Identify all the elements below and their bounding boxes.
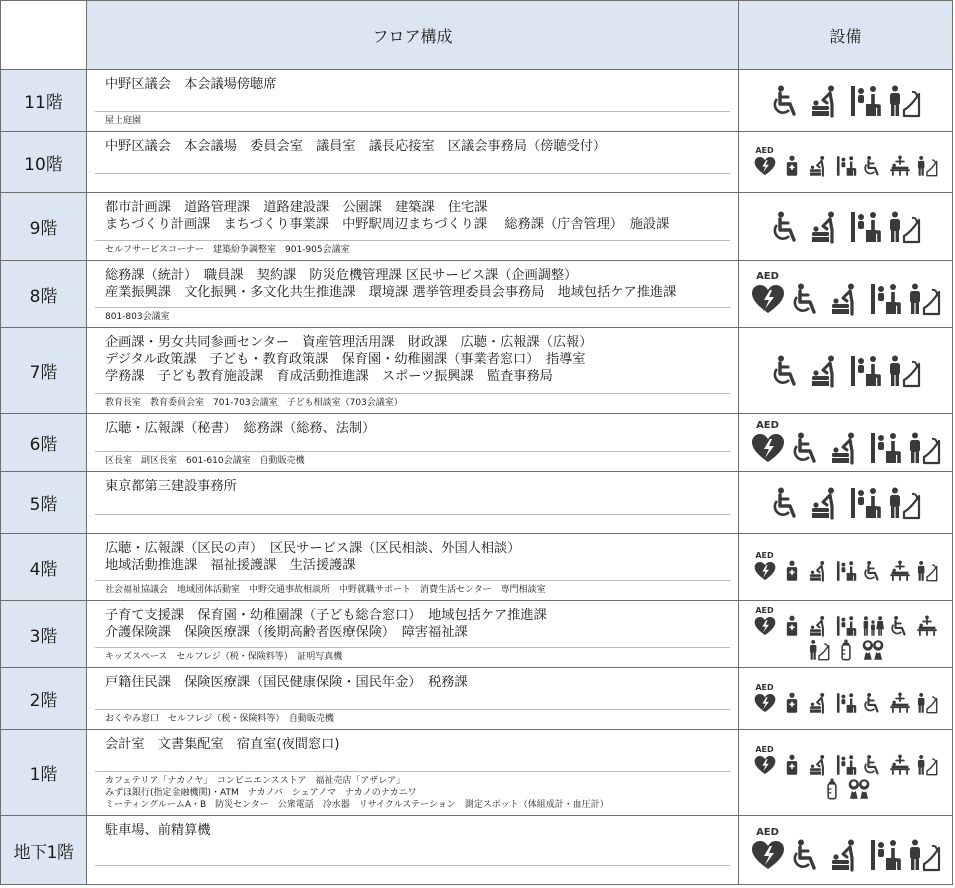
baby-chair-icon: [848, 486, 882, 520]
header-equipment: 設備: [739, 1, 953, 70]
facility-list: [95, 771, 730, 814]
aed-label: AED: [756, 419, 779, 431]
floor-row: [1, 70, 953, 132]
department-list: [87, 730, 738, 771]
facility-line: おくやみ窓口 セルフレジ（税・保険料等） 自動販売機: [105, 714, 334, 724]
floor-row: [1, 730, 953, 816]
wheelchair-icon: [862, 560, 884, 582]
department-list: [87, 668, 738, 709]
department-line: 企画課・男女共同参画センター 資産管理活用課 財政課 広聴・広報課（広報）: [105, 335, 593, 350]
department-list: [87, 70, 738, 111]
floor-label: 5階: [1, 472, 87, 534]
equipment-cell: [739, 601, 953, 668]
department-line: 都市計画課 道路管理課 道路建設課 公園課 建築課 住宅課: [105, 200, 488, 215]
facility-list: [95, 647, 730, 666]
department-list: [87, 816, 738, 865]
equipment-cell: [739, 730, 953, 816]
ostomate-icon: [907, 282, 941, 316]
aed-icon: [751, 421, 785, 465]
floor-content: [87, 70, 739, 132]
floor-content: [87, 816, 739, 885]
ostomate-icon: [887, 486, 921, 520]
floor-label: 11階: [1, 70, 87, 132]
department-line: 東京都第三建設事務所: [105, 479, 237, 494]
department-line: 会計室 文書集配室 宿直室(夜間窓口): [105, 737, 340, 752]
facility-list: [95, 865, 730, 883]
baby-changing-icon: [808, 155, 830, 177]
floor-label: 7階: [1, 328, 87, 414]
baby-bottle-icon: [821, 778, 843, 800]
department-list: [87, 414, 738, 451]
wheelchair-icon: [770, 210, 804, 244]
baby-chair-icon: [868, 838, 902, 872]
equipment-cell: [739, 414, 953, 472]
department-list: [87, 534, 738, 580]
first-aid-icon: [781, 155, 803, 177]
equipment-cell: [739, 534, 953, 601]
baby-chair-icon: [835, 754, 857, 776]
floor-row: [1, 193, 953, 261]
floor-row: [1, 328, 953, 414]
ostomate-icon: [916, 754, 938, 776]
equipment-cell: [739, 193, 953, 261]
baby-bottle-icon: [835, 639, 857, 661]
wheelchair-icon: [862, 155, 884, 177]
department-list: [87, 132, 738, 173]
ostomate-icon: [916, 155, 938, 177]
equipment-cell: [739, 668, 953, 730]
baby-changing-icon: [808, 560, 830, 582]
baby-changing-icon: [809, 210, 843, 244]
floor-content: [87, 730, 739, 816]
floor-content: [87, 132, 739, 193]
equipment-cell: [739, 816, 953, 885]
department-list: [87, 472, 738, 514]
facility-line: キッズスペース セルフレジ（税・保険料等） 証明写真機: [105, 652, 343, 662]
floor-row: [1, 472, 953, 534]
aed-icon: [754, 552, 776, 582]
aed-label: AED: [755, 682, 774, 692]
ostomate-icon: [887, 84, 921, 118]
department-line: まちづくり計画課 まちづくり事業課 中野駅周辺まちづくり課 総務課（庁舎管理） 施設課: [105, 217, 670, 232]
department-line: 広聴・広報課（秘書） 総務課（総務、法制）: [105, 421, 376, 436]
floor-row: [1, 816, 953, 885]
facility-list: [95, 307, 730, 326]
wheelchair-icon: [790, 282, 824, 316]
facility-line: 801-803会議室: [105, 312, 170, 322]
aed-label: AED: [756, 271, 779, 282]
family-icon: [862, 615, 884, 637]
floor-label: 9階: [1, 193, 87, 261]
floor-label: 1階: [1, 730, 87, 816]
floor-label: 4階: [1, 534, 87, 601]
first-aid-icon: [781, 692, 803, 714]
department-line: 地域活動推進課 福祉援護課 生活援護課: [105, 558, 356, 573]
nursing-bed-icon: [916, 615, 938, 637]
facility-list: [95, 709, 730, 728]
department-line: 子育て支援課 保育園・幼稚園課（子ども総合窓口） 地域包括ケア推進課: [105, 608, 547, 623]
baby-changing-icon: [808, 754, 830, 776]
wheelchair-icon: [862, 754, 884, 776]
department-line: 中野区議会 本会議場傍聴席: [105, 77, 277, 92]
facility-list: [95, 393, 730, 412]
wheelchair-icon: [790, 838, 824, 872]
department-list: [87, 601, 738, 647]
floor-row: [1, 261, 953, 328]
facility-list: [95, 240, 730, 259]
floor-content: [87, 193, 739, 261]
floor-content: [87, 414, 739, 472]
facility-list: [95, 514, 730, 532]
nursing-bed-icon: [889, 155, 911, 177]
nursing-bed-icon: [889, 692, 911, 714]
floor-label: 地下1階: [1, 816, 87, 885]
baby-changing-icon: [809, 486, 843, 520]
facility-list: [95, 111, 730, 130]
aed-label: AED: [755, 551, 774, 560]
floor-content: [87, 601, 739, 668]
baby-changing-icon: [829, 282, 863, 316]
ostomate-icon: [887, 354, 921, 388]
department-list: [87, 261, 738, 307]
facility-line: 区長室 副区長室 601-610会議室 自動販売機: [105, 456, 305, 466]
wheelchair-icon: [770, 486, 804, 520]
department-line: 介護保険課 保険医療課（後期高齢者医療保険） 障害福祉課: [105, 625, 468, 640]
floor-label: 3階: [1, 601, 87, 668]
baby-chair-icon: [848, 84, 882, 118]
header-row: [1, 1, 953, 70]
consultation-icon: [862, 639, 884, 661]
facility-line: 社会福祉協議会 地域団体活動室 中野交通事故相談所 中野就職サポート 消費生活センター 専門相談室: [105, 585, 546, 595]
equipment-cell: [739, 472, 953, 534]
baby-chair-icon: [868, 431, 902, 465]
department-line: 中野区議会 本会議場 委員会室 議員室 議長応接室 区議会事務局（傍聴受付）: [105, 139, 607, 154]
aed-icon: [754, 684, 776, 714]
floor-row: [1, 668, 953, 730]
floor-row: [1, 414, 953, 472]
department-line: 駐車場、前精算機: [105, 823, 211, 838]
nursing-bed-icon: [889, 754, 911, 776]
aed-icon: [751, 272, 785, 316]
nursing-bed-icon: [889, 560, 911, 582]
aed-label: AED: [756, 827, 779, 838]
first-aid-icon: [781, 615, 803, 637]
aed-icon: [754, 607, 776, 637]
department-line: 産業振興課 文化振興・多文化共生推進課 環境課 選挙管理委員会事務局 地域包括ケア推進課: [105, 285, 677, 300]
facility-list: [95, 173, 730, 191]
baby-chair-icon: [848, 210, 882, 244]
baby-chair-icon: [848, 354, 882, 388]
wheelchair-icon: [770, 354, 804, 388]
baby-chair-icon: [835, 692, 857, 714]
baby-chair-icon: [868, 282, 902, 316]
ostomate-icon: [887, 210, 921, 244]
department-line: 総務課（統計） 職員課 契約課 防災危機管理課 区民サービス課（企画調整）: [105, 268, 578, 283]
equipment-cell: [739, 70, 953, 132]
department-line: 広聴・広報課（区民の声） 区民サービス課（区民相談、外国人相談）: [105, 541, 521, 556]
facility-line: 教育長室 教育委員会室 701-703会議室 子ども相談室（703会議室）: [105, 398, 403, 408]
facility-line: みずほ銀行(指定金融機関)・ATM ナカノバ シェアノマ ナカノのナカニワ: [105, 788, 417, 798]
floor-content: [87, 668, 739, 730]
floor-label: 10階: [1, 132, 87, 193]
ostomate-icon: [907, 431, 941, 465]
first-aid-icon: [781, 754, 803, 776]
ostomate-icon: [907, 838, 941, 872]
facility-line: セルフサービスコーナー 建築紛争調整室 901-905会議室: [105, 245, 350, 255]
wheelchair-icon: [790, 431, 824, 465]
floor-row: [1, 132, 953, 193]
baby-chair-icon: [835, 560, 857, 582]
baby-changing-icon: [829, 431, 863, 465]
ostomate-icon: [916, 560, 938, 582]
facility-line: ミーティングルームA・B 防災センター 公衆電話 冷水器 リサイクルステーション 測定スポット（体組成計・血圧計）: [105, 800, 609, 810]
baby-changing-icon: [808, 692, 830, 714]
aed-label: AED: [755, 744, 774, 754]
facility-line: カフェテリア「ナカノヤ」 コンビニエンスストア 福祉売店「アザレア」: [105, 776, 406, 786]
first-aid-icon: [781, 560, 803, 582]
department-line: デジタル政策課 子ども・教育政策課 保育園・幼稚園課（事業者窓口） 指導室: [105, 352, 586, 367]
equipment-cell: [739, 132, 953, 193]
floor-content: [87, 472, 739, 534]
ostomate-icon: [916, 692, 938, 714]
department-line: 学務課 子ども教育施設課 育成活動推進課 スポーツ振興課 監査事務局: [105, 369, 553, 384]
baby-changing-icon: [809, 354, 843, 388]
header-blank: [1, 1, 87, 70]
department-line: 戸籍住民課 保険医療課（国民健康保険・国民年金） 税務課: [105, 675, 468, 690]
equipment-cell: [739, 261, 953, 328]
wheelchair-icon: [889, 615, 911, 637]
equipment-cell: [739, 328, 953, 414]
floor-label: 2階: [1, 668, 87, 730]
department-list: [87, 328, 738, 393]
floor-content: [87, 534, 739, 601]
baby-chair-icon: [835, 155, 857, 177]
wheelchair-icon: [770, 84, 804, 118]
floor-content: [87, 328, 739, 414]
floor-label: 8階: [1, 261, 87, 328]
facility-list: [95, 580, 730, 599]
header-floor-plan: フロア構成: [87, 1, 739, 70]
aed-icon: [751, 828, 785, 872]
baby-changing-icon: [829, 838, 863, 872]
baby-chair-icon: [835, 615, 857, 637]
baby-changing-icon: [809, 84, 843, 118]
facility-line: 屋上庭園: [105, 116, 142, 126]
aed-icon: [754, 746, 776, 776]
floor-row: [1, 534, 953, 601]
aed-label: AED: [755, 606, 774, 615]
consultation-icon: [848, 778, 870, 800]
baby-changing-icon: [808, 615, 830, 637]
floor-content: [87, 261, 739, 328]
aed-icon: [754, 147, 776, 177]
department-list: [87, 193, 738, 240]
facility-list: [95, 451, 730, 470]
aed-label: AED: [755, 146, 774, 155]
wheelchair-icon: [862, 692, 884, 714]
floor-row: [1, 601, 953, 668]
floor-label: 6階: [1, 414, 87, 472]
ostomate-icon: [808, 639, 830, 661]
